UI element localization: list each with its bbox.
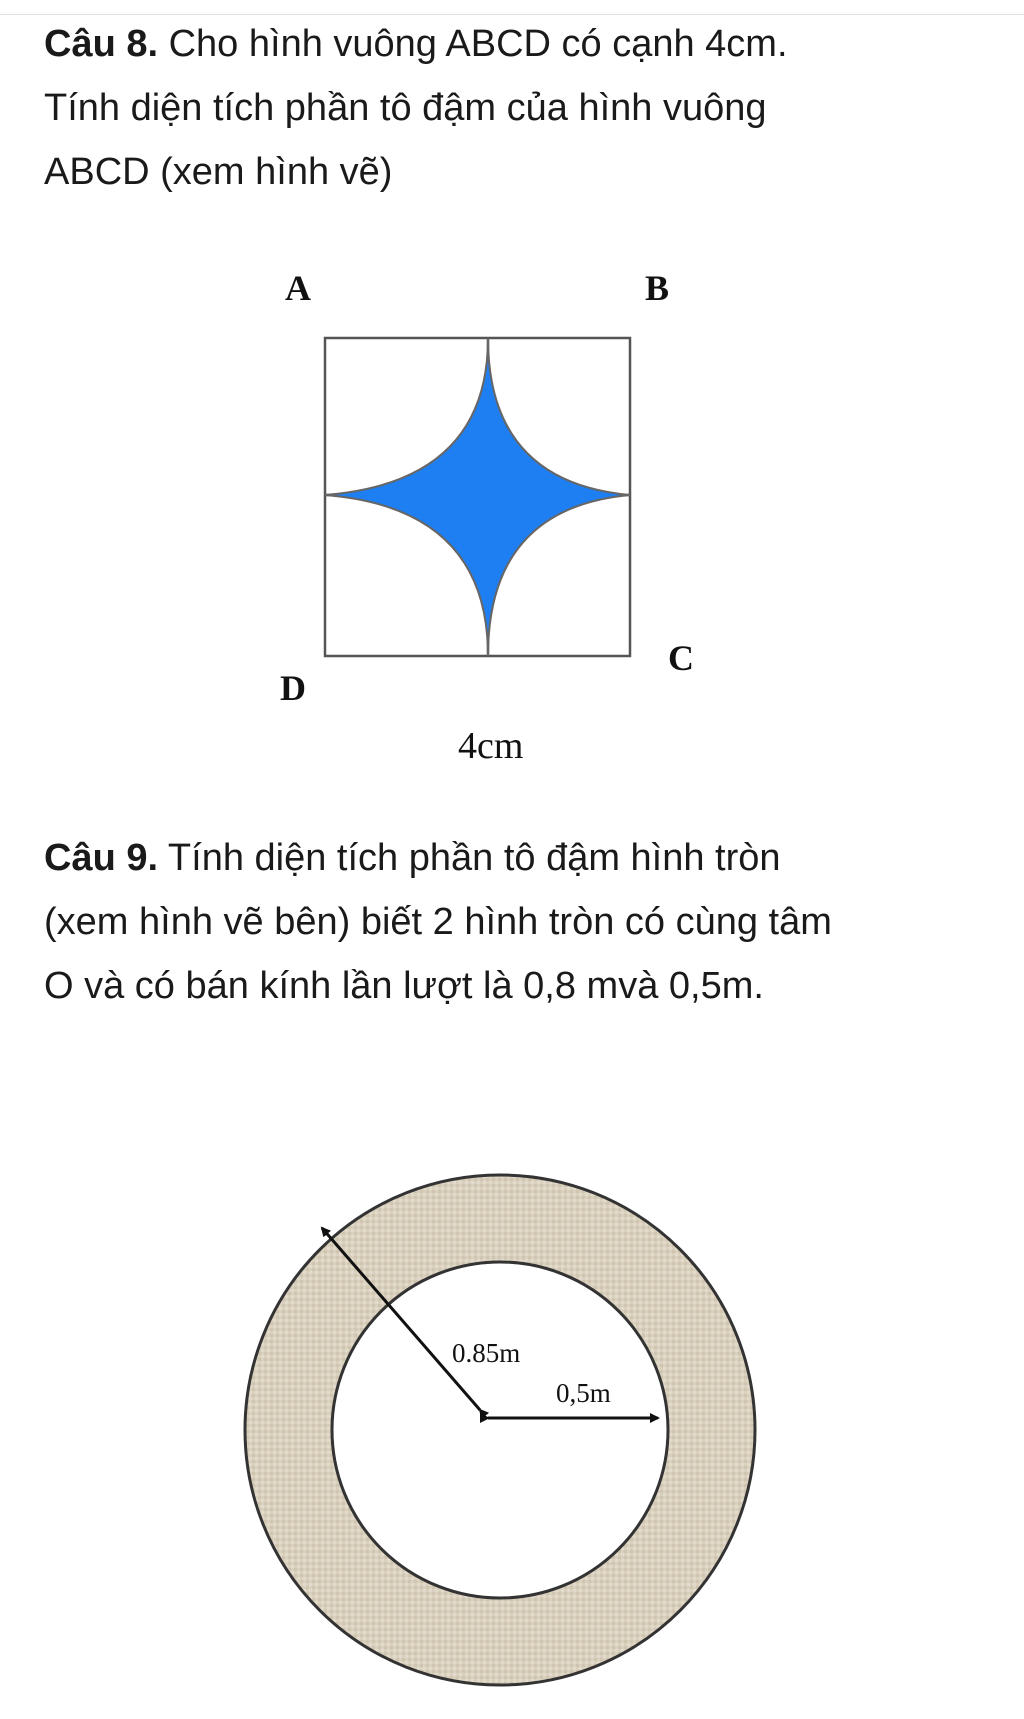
question-8-text-line2: Tính diện tích phần tô đậm của hình vuông bbox=[44, 87, 767, 129]
side-length-label: 4cm bbox=[458, 725, 524, 767]
shaded-star-region bbox=[325, 338, 630, 656]
question-8-text-line3: ABCD (xem hình vẽ) bbox=[44, 151, 393, 193]
question-9 bbox=[44, 826, 984, 1018]
inner-radius-label: 0,5m bbox=[556, 1378, 611, 1408]
question-8 bbox=[44, 12, 984, 204]
vertex-label-c: C bbox=[668, 638, 694, 678]
question-8-text-line1: Cho hình vuông ABCD có cạnh 4cm. bbox=[158, 23, 788, 65]
question-9-number: Câu 9. bbox=[44, 837, 159, 879]
question-9-text-line1: Tính diện tích phần tô đậm hình tròn bbox=[158, 837, 781, 879]
vertex-label-d: D bbox=[280, 668, 306, 708]
question-9-text-line3: O và có bán kính lần lượt là 0,8 mvà 0,5m. bbox=[44, 965, 764, 1007]
question-8-number: Câu 8. bbox=[44, 23, 159, 65]
vertex-label-b: B bbox=[645, 268, 670, 308]
inner-circle bbox=[332, 1262, 668, 1598]
vertex-label-a: A bbox=[285, 268, 311, 308]
outer-radius-label: 0.85m bbox=[452, 1338, 521, 1368]
circle-figure bbox=[0, 1100, 1024, 1719]
square-figure bbox=[0, 250, 1024, 790]
question-9-text-line2: (xem hình vẽ bên) biết 2 hình tròn có cùng tâm bbox=[44, 901, 832, 943]
